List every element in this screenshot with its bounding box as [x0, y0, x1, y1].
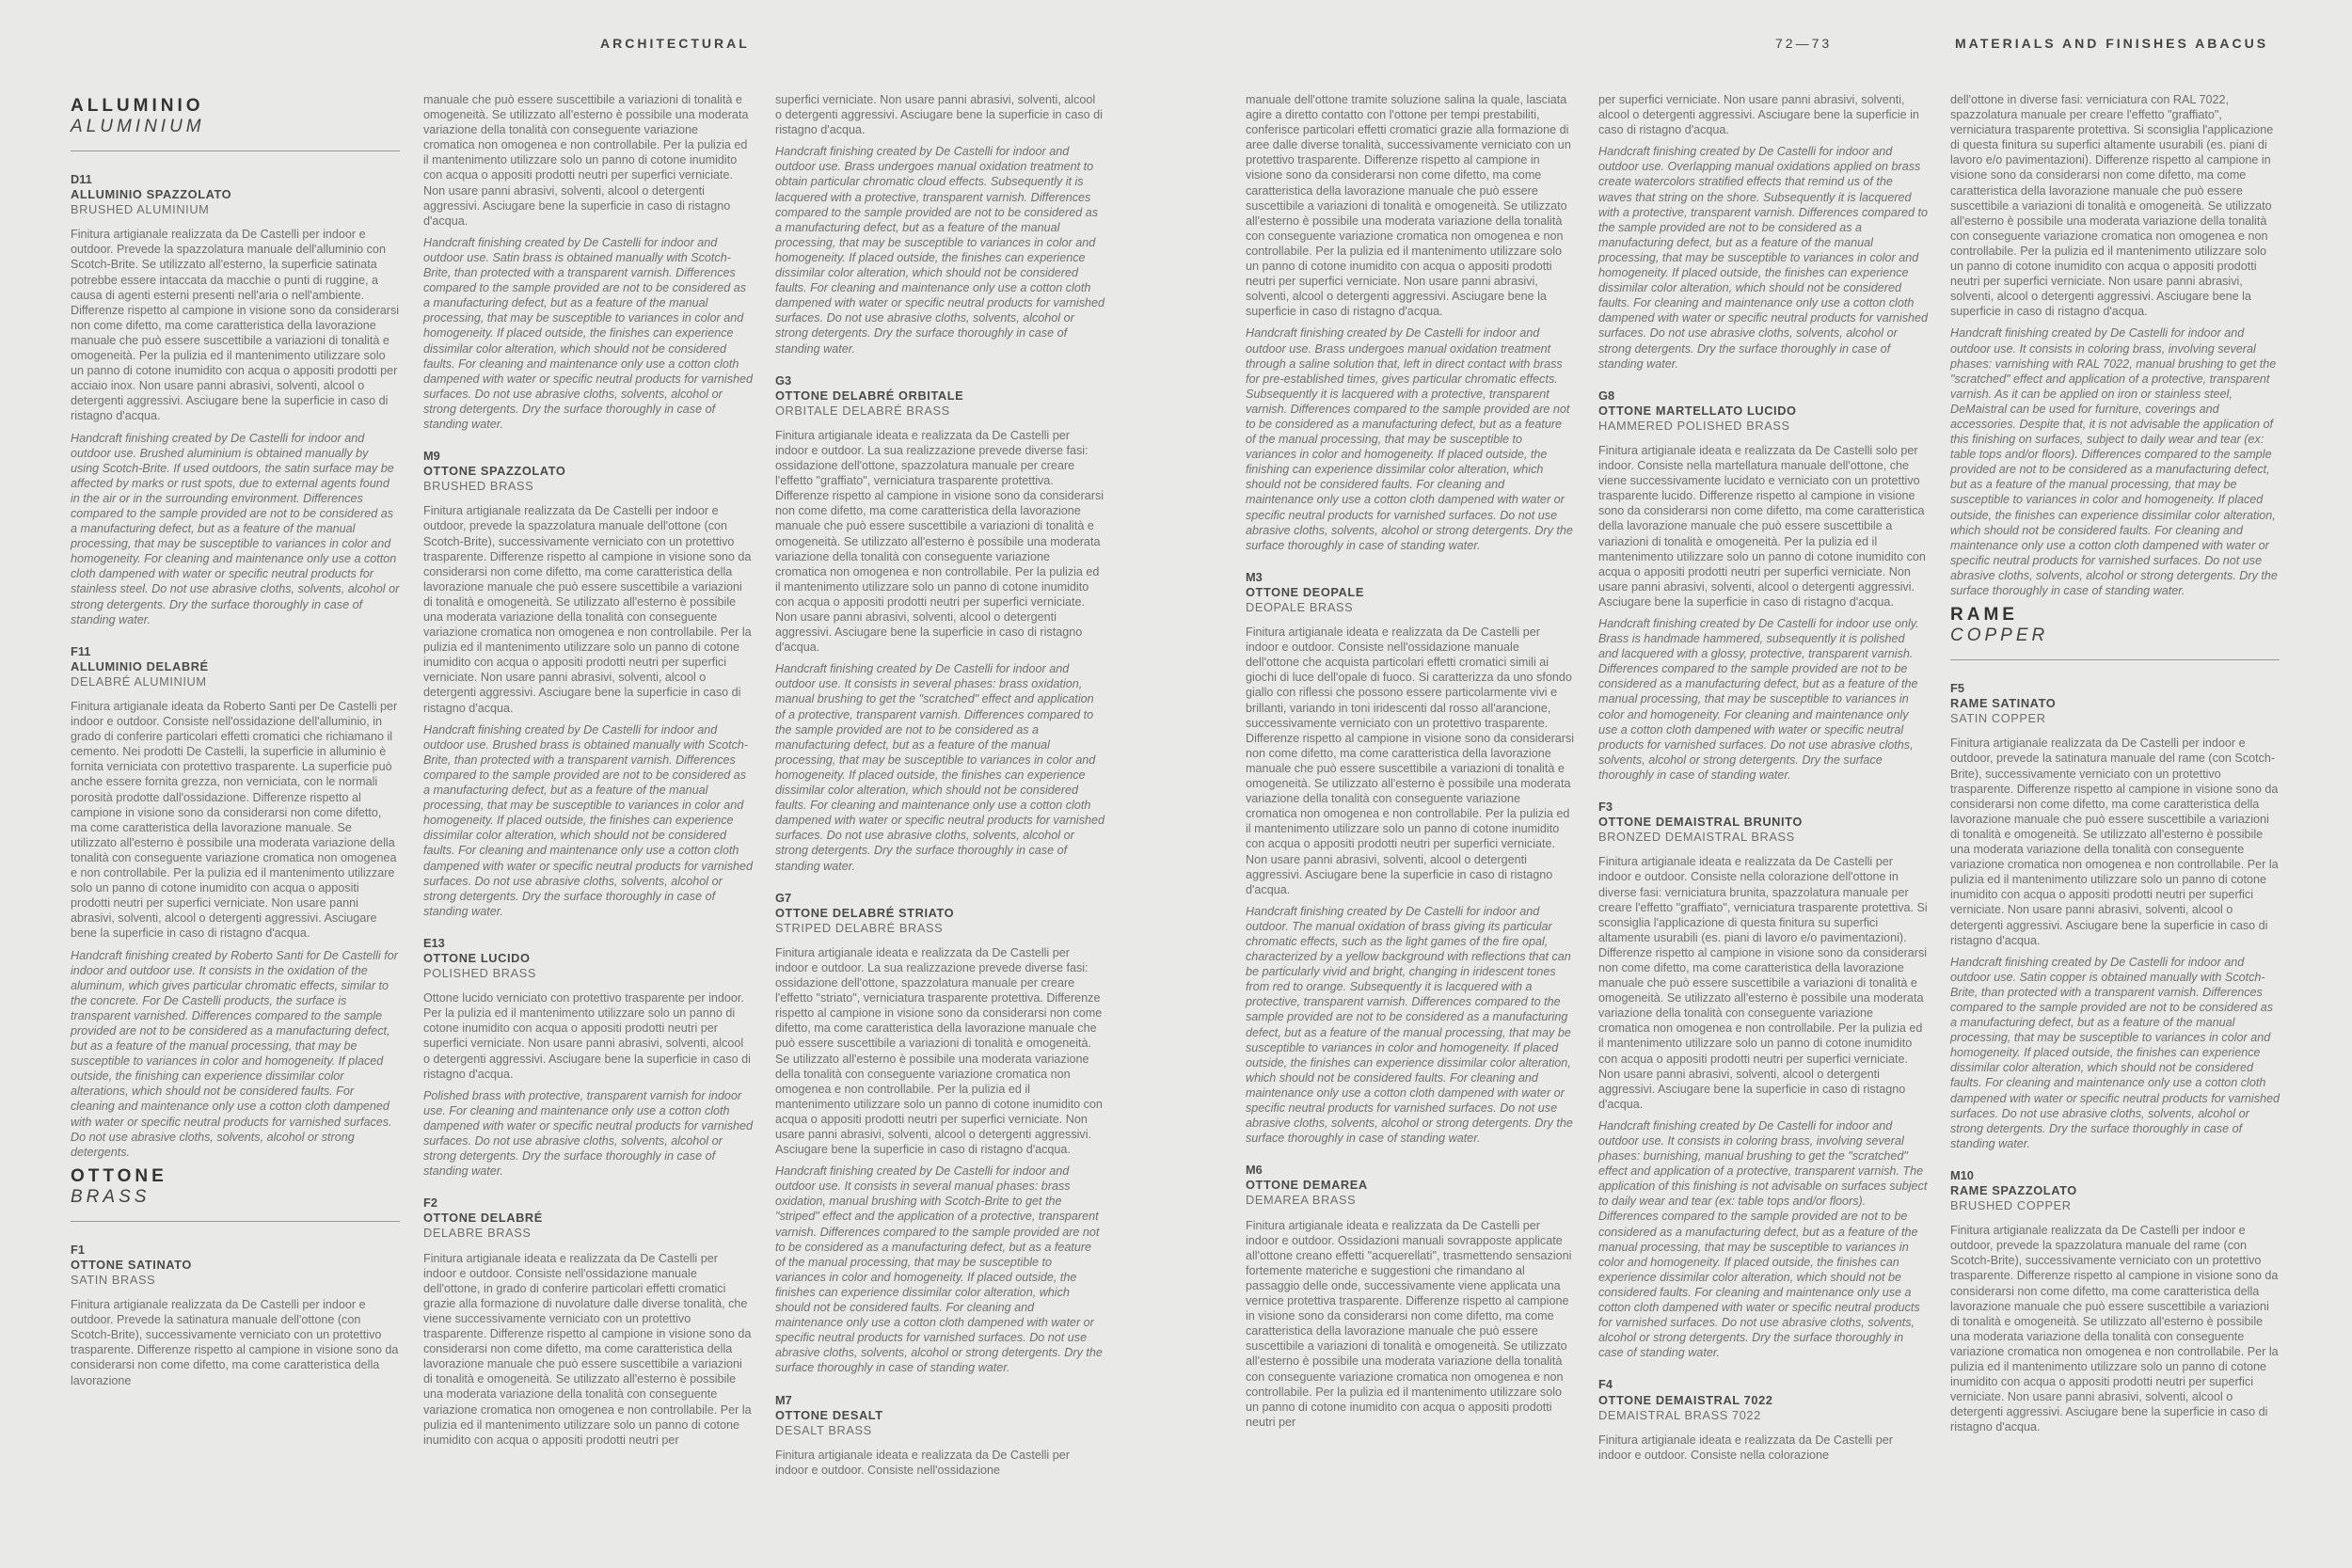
finish-name-en: SATIN COPPER	[1950, 711, 2046, 726]
finish-code: D11	[71, 172, 92, 186]
finish-entry	[423, 92, 753, 432]
finish-code: F4	[1598, 1377, 1613, 1392]
finish-entry	[1246, 92, 1575, 553]
finish-name-en: BRUSHED ALUMINIUM	[71, 202, 210, 217]
finish-entry	[71, 1243, 400, 1388]
finish-name-en: POLISHED BRASS	[423, 966, 537, 981]
section-title-en: COPPER	[1950, 626, 2049, 646]
finish-code: F3	[1598, 800, 1613, 815]
section-title-en: ALUMINIUM	[71, 117, 205, 136]
description-it: Ottone lucido verniciato con protettivo trasparente per indoor. Per la pulizia ed il mantenimento utilizzare solo un panno di cotone inumidito con acqua o appositi prodotti neutri per superfici verniciate. Non usare panni abrasivi, solventi, alcool o detergenti aggressivi. Asciugare bene la superficie in caso di ristagno d'acqua.	[423, 991, 751, 1081]
description-it: Finitura artigianale realizzata da De Castelli per indoor e outdoor, prevede la spazzolatura manuale dell'ottone (con Scotch-Brite), successivamente verniciato con un protettivo trasparente. Differenze rispetto al campione in visione sono da considerarsi non come difetto, ma come caratteristica della lavorazione manuale che può essere suscettibile a variazioni di tonalità e omogeneità. Se utilizzato all'esterno è possibile una moderata variazione della tonalità con conseguente variazione cromatica non omogenea e non controllabile. Per la pulizia ed il mantenimento utilizzare solo un panno di cotone inumidito con acqua o appositi prodotti neutri per superfici verniciate. Non usare panni abrasivi, solventi, alcool o detergenti aggressivi. Asciugare bene la superficie in caso di ristagno d'acqua.	[423, 504, 752, 715]
finish-entry	[71, 172, 400, 627]
finish-name-en: ORBITALE DELABRÉ BRASS	[775, 403, 950, 418]
finish-code: G7	[775, 890, 792, 905]
section-title-it: OTTONE	[71, 1165, 167, 1186]
description-en: Polished brass with protective, transparent varnish for indoor use. For cleaning and maintenance only use a cotton cloth dampened with water or specific neutral products for varnished surfaces. Do not use abrasive cloths, solvents, alcohol or strong detergents. Dry the surface thoroughly in case of standing water.	[423, 1088, 754, 1179]
description-it: Finitura artigianale realizzata da De Castelli per indoor e outdoor, prevede la spazzolatura manuale del rame (con Scotch-Brite), successivamente verniciato con un protettivo trasparente. Differenze rispetto al campione in visione sono da considerarsi non come difetto, ma come caratteristica della lavorazione manuale che può essere suscettibile a variazioni di tonalità e omogeneità. Se utilizzato all'esterno è possibile una moderata variazione della tonalità con conseguente variazione cromatica non omogenea e non controllabile. Per la pulizia ed il mantenimento utilizzare solo un panno di cotone inumidito con acqua o appositi prodotti neutri per superfici verniciate. Non usare panni abrasivi, solventi, alcool o detergenti aggressivi. Asciugare bene la superficie in caso di ristagno d'acqua.	[1950, 1224, 2279, 1434]
finish-name-en: DEOPALE BRASS	[1246, 600, 1354, 614]
finish-entry	[1598, 800, 1928, 1360]
description-en: Handcraft finishing created by De Castelli for indoor and outdoor use. Brass undergoes manual oxidation treatment through a saline solution that, left in direct contact with brass for pre-established times, gives particular chromatic effects. Subsequently it is lacquered with a protective, transparent varnish. Differences compared to the sample provided are not to be considered as a manufacturing defect, but as a feature of the manual processing, that may be susceptible to variances in color and homogeneity. If placed outside, the finishing can experience dissimilar color alteration, which should not be considered faults. For cleaning and maintenance only use a cotton cloth dampened with water or specific neutral products for varnished surfaces. Do not use abrasive cloths, solvents, alcohol or strong detergents. Dry the surface thoroughly in case of standing water.	[1246, 326, 1573, 552]
description-en: Handcraft finishing created by Roberto Santi for De Castelli for indoor and outdoor use. It consists in the oxidation of the aluminum, which gives particular chromatic effects, similar to the concrete. For De Castelli products, the surface is transparent varnished. Differences compared to the sample provided are not to be considered as a manufacturing defect, but as a feature of the manual processing, that may be susceptible to variances in color and homogeneity. If placed outside, the finishing can experience dissimilar color alterations, which should not be considered faults. For cleaning and maintenance only use a cotton cloth dampened with water or specific neutral products for varnished surfaces. Do not use abrasive cloths, solvents, alcohol or strong detergents.	[71, 948, 398, 1159]
description-it: dell'ottone in diverse fasi: verniciatura con RAL 7022, spazzolatura manuale per creare l'effetto "graffiato", verniciatura trasparente protettiva. Si sconsiglia l'applicazione di questa finitura su superfici altamente usurabili (es. piani di lavoro e/o pavimentazioni). Differenze rispetto al campione in visione sono da considerarsi non come difetto, ma come caratteristica della lavorazione manuale che può essere suscettibile a variazioni di tonalità e omogeneità. Se utilizzato all'esterno è possibile una moderata variazione della tonalità con conseguente variazione cromatica non omogenea e non controllabile. Per la pulizia ed il mantenimento utilizzare solo un panno di cotone inumidito con acqua o appositi prodotti neutri per superfici verniciate. Non usare panni abrasivi, solventi, alcool o detergenti aggressivi. Asciugare bene la superficie in caso di ristagno d'acqua.	[1950, 93, 2274, 319]
description-it: Finitura artigianale ideata e realizzata da De Castelli per indoor e outdoor. La sua realizzazione prevede diverse fasi: ossidazione dell'ottone, spazzolatura manuale per creare l'effetto "graffiato", verniciatura trasparente protettiva. Differenze rispetto al campione in visione sono da considerarsi non come difetto, ma come caratteristica della lavorazione manuale che può essere suscettibile a variazioni di tonalità e omogeneità. Se utilizzato all'esterno è possibile una moderata variazione della tonalità con conseguente variazione cromatica non omogenea e non controllabile. Per la pulizia ed il mantenimento utilizzare solo un panno di cotone inumidito con acqua o appositi prodotti neutri per superfici verniciate. Non usare panni abrasivi, solventi, alcool o detergenti aggressivi. Asciugare bene la superficie in caso di ristagno d'acqua.	[775, 428, 1104, 655]
finish-code: M6	[1246, 1163, 1263, 1178]
column-3	[775, 92, 1104, 1484]
finish-entry	[775, 92, 1104, 356]
column-4	[1246, 92, 1575, 1436]
description-it: per superfici verniciate. Non usare panni abrasivi, solventi, alcool o detergenti aggressivi. Asciugare bene la superficie in caso di ristagno d'acqua.	[1598, 93, 1919, 137]
description-it: Finitura artigianale ideata e realizzata da De Castelli per indoor e outdoor. Consiste nella colorazione dell'ottone in diverse fasi: verniciatura brunita, spazzolatura manuale per creare l'effetto "graffiato", verniciatura trasparente protettiva. Si sconsiglia l'applicazione di questa finitura su superfici altamente usurabili (es. piani di lavoro e/o pavimentazioni). Differenze rispetto al campione in visione sono da considerarsi non come difetto, ma come caratteristica della lavorazione manuale che può essere suscettibile a variazioni di tonalità e omogeneità. Se utilizzato all'esterno è possibile una moderata variazione della tonalità con conseguente variazione cromatica non omogenea e non controllabile. Per la pulizia ed il mantenimento utilizzare solo un panno di cotone inumidito con acqua o appositi prodotti neutri per superfici verniciate. Non usare panni abrasivi, solventi, alcool o detergenti aggressivi. Asciugare bene la superficie in caso di ristagno d'acqua.	[1598, 855, 1928, 1111]
description-it: Finitura artigianale ideata da Roberto Santi per De Castelli per indoor e outdoor. Consiste nell'ossidazione dell'alluminio, in grado di conferire particolari effetti cromatici che richiamano il cemento. Nei prodotti De Castelli, la superficie in alluminio è fornita verniciata con protettivo trasparente. La superficie può anche essere fornita grezza, non verniciata, con le normali porosità prodotte dall'ossidazione. Differenze rispetto al campione in visione sono da considerarsi non come difetto, ma come caratteristica della lavorazione manuale. Se utilizzato all'esterno è possibile una moderata variazione della tonalità con conseguente variazione cromatica non omogenea e non controllabile. Per la pulizia ed il mantenimento utilizzare solo un panno di cotone inumidito con acqua o appositi prodotti neutri per superfici verniciate. Non usare panni abrasivi, solventi, alcool o detergenti aggressivi. Asciugare bene la superficie in caso di ristagno d'acqua.	[71, 700, 398, 941]
finish-name: OTTONE DEOPALE	[1246, 584, 1364, 599]
finish-name-en: SATIN BRASS	[71, 1273, 156, 1287]
finish-name-en: DEMAISTRAL BRASS 7022	[1598, 1407, 1761, 1422]
description-en: Handcraft finishing created by De Castelli for indoor use only. Brass is handmade hammered, subsequently it is polished and lacquered with a glossy, protective, transparent varnish. Differences compared to the sample provided are not to be considered as a manufacturing defect, but as a feature of the manual processing, that may be susceptible to variances in color and homogeneity. For cleaning and maintenance only use a cotton cloth dampened with water or specific neutral products for varnished surfaces. Do not use abrasive cloths, solvents, alcohol or strong detergents. Dry the surface thoroughly in case of standing water.	[1598, 617, 1919, 782]
finish-entry	[423, 449, 753, 919]
description-en: Handcraft finishing created by De Castelli for indoor and outdoor use. Brass undergoes manual oxidation treatment to obtain particular chromatic cloud effects. Subsequently it is lacquered with a protective, transparent varnish. Differences compared to the sample provided are not to be considered as a manufacturing defect, but as a feature of the manual processing, that may be susceptible to variances in color and homogeneity. If placed outside, the finishes can experience dissimilar color alteration, which should not be considered faults. For cleaning and maintenance only use a cotton cloth dampened with water or specific neutral products for varnished surfaces. Do not use abrasive cloths, solvents, alcohol or strong detergents. Dry the surface thoroughly in case of standing water.	[775, 145, 1105, 356]
finish-name: OTTONE DEMAREA	[1246, 1178, 1368, 1193]
finish-name: ALLUMINIO DELABRÉ	[71, 658, 209, 673]
finish-name-en: DELABRÉ ALUMINIUM	[71, 673, 207, 689]
finish-name: OTTONE DELABRÉ ORBITALE	[775, 388, 964, 403]
finish-name: OTTONE MARTELLATO LUCIDO	[1598, 403, 1797, 418]
section-header	[71, 1166, 400, 1222]
finish-entry	[1598, 1377, 1928, 1462]
finish-name: OTTONE DEMAISTRAL BRUNITO	[1598, 815, 1803, 830]
finish-entry	[775, 891, 1104, 1376]
section-divider	[71, 1221, 400, 1222]
finish-entry	[1950, 681, 2280, 1151]
section-divider	[71, 150, 400, 151]
finish-name: OTTONE SATINATO	[71, 1257, 192, 1272]
section-header	[1950, 605, 2280, 660]
finish-code: F2	[423, 1196, 437, 1211]
finish-code: E13	[423, 935, 445, 950]
description-it: Finitura artigianale ideata e realizzata da De Castelli per indoor e outdoor. La sua realizzazione prevede diverse fasi: ossidazione dell'ottone, spazzolatura manuale per creare l'effetto "striato", verniciatura trasparente protettiva. Differenze rispetto al campione in visione sono da considerarsi non come difetto, ma come caratteristica della lavorazione manuale che può essere suscettibile a variazioni di tonalità e omogeneità. Se utilizzato all'esterno è possibile una moderata variazione della tonalità con conseguente variazione cromatica non omogenea e non controllabile. Per la pulizia ed il mantenimento utilizzare solo un panno di cotone inumidito con acqua o appositi prodotti neutri per superfici verniciate. Non usare panni abrasivi, solventi, alcool o detergenti aggressivi. Asciugare bene la superficie in caso di ristagno d'acqua.	[775, 945, 1103, 1157]
description-it: Finitura artigianale ideata e realizzata da De Castelli per indoor e outdoor. Consiste nell'ossidazione	[775, 1448, 1070, 1477]
finish-name: ALLUMINIO SPAZZOLATO	[71, 187, 232, 202]
section-divider	[1950, 659, 2280, 660]
finish-name: OTTONE LUCIDO	[423, 950, 531, 965]
finish-name: OTTONE DELABRÉ STRIATO	[775, 905, 955, 920]
header-title-left: ARCHITECTURAL	[600, 36, 750, 51]
finish-entry	[423, 936, 753, 1179]
finish-name: OTTONE DEMAISTRAL 7022	[1598, 1392, 1773, 1407]
description-it: Finitura artigianale realizzata da De Castelli per indoor e outdoor, prevede la satinatura manuale del rame (con Scotch-Brite), successivamente verniciato con un protettivo trasparente. Differenze rispetto al campione in visione sono da considerarsi non come difetto, ma come caratteristica della lavorazione manuale che può essere suscettibile a variazioni di tonalità e omogeneità. Se utilizzato all'esterno è possibile una moderata variazione della tonalità con conseguente variazione cromatica non omogenea e non controllabile. Per la pulizia ed il mantenimento utilizzare solo un panno di cotone inumidito con acqua o appositi prodotti neutri per superfici verniciate. Non usare panni abrasivi, solventi, alcool o detergenti aggressivi. Asciugare bene la superficie in caso di ristagno d'acqua.	[1950, 736, 2279, 947]
finish-name: RAME SATINATO	[1950, 696, 2057, 711]
finish-code: F5	[1950, 681, 1964, 696]
description-it: Finitura artigianale ideata e realizzata da De Castelli per indoor e outdoor. Ossidazioni manuali sovrapposte applicate all'ottone creano effetti "acquerellati", trasmettendo sensazioni fortemente materiche e suggestioni che rimandano al passaggio delle onde, successivamente viene applicata una vernice protettiva trasparente. Differenze rispetto al campione in visione sono da considerarsi non come difetto, ma come caratteristica della lavorazione manuale che può essere suscettibile a variazioni di tonalità e omogeneità. Se utilizzato all'esterno è possibile una moderata variazione della tonalità con conseguente variazione cromatica non omogenea e non controllabile. Per la pulizia ed il mantenimento utilizzare solo un panno di cotone inumidito con acqua o appositi prodotti neutri per	[1246, 1218, 1572, 1429]
finish-code: M7	[775, 1392, 792, 1407]
finish-name-en: HAMMERED POLISHED BRASS	[1598, 418, 1790, 433]
finish-entry	[775, 373, 1104, 874]
section-header	[71, 96, 400, 151]
description-en: Handcraft finishing created by De Castelli for indoor and outdoor use. Brushed brass is obtained manually with Scotch-Brite, than protected with a transparent varnish. Differences compared to the sample provided are not to be considered as a manufacturing defect, but as a feature of the manual processing, that may be susceptible to variances in color and homogeneity. If placed outside, the finishes can experience dissimilar color alteration, which should not be considered faults. For cleaning and maintenance only use a cotton cloth dampened with water or specific neutral products for varnished surfaces. Do not use abrasive cloths, solvents, alcohol or strong detergents. Dry the surface thoroughly in case of standing water.	[423, 722, 754, 918]
finish-entry	[71, 644, 400, 1160]
description-it: Finitura artigianale realizzata da De Castelli per indoor e outdoor. Prevede la satinatura manuale dell'ottone (con Scotch-Brite), successivamente verniciato con un protettivo trasparente. Differenze rispetto al campione in visione sono da considerarsi non come difetto, ma come caratteristica della lavorazione	[71, 1298, 399, 1387]
description-en: Handcraft finishing created by De Castelli for indoor and outdoor. The manual oxidation of brass giving its particular chromatic effects, such as the light games of the fire opal, characterized by a yellow background with reflections that can be particularly vivid and bright, changing in iridescent tones from red to orange. Subsequently it is lacquered with a protective, transparent varnish. Differences compared to the sample provided are not to be considered as a manufacturing defect, but as a feature of the manual processing, that may be susceptible to variances in color and homogeneity. If placed outside, the finishes can experience dissimilar color alteration, which should not be considered faults. For cleaning and maintenance only use a cotton cloth dampened with water or specific neutral products for varnished surfaces. Do not use abrasive cloths, solvents, alcohol or strong detergents. Dry the surface thoroughly in case of standing water.	[1246, 904, 1573, 1146]
description-en: Handcraft finishing created by De Castelli for indoor and outdoor use. It consists in coloring brass, involving several phases: varnishing with RAL 7022, manual brushing to get the "scratched" effect and application of a protective, transparent varnish. As it can be applied on iron or stainless steel, DeMaistral can be used for furniture, coverings and accessories. Despite that, it is not advisable the application of this finishing on surfaces, subject to daily wear and tear (ex: table tops and/or floors). Differences compared to the sample provided are not to be considered as a manufacturing defect, but as a feature of the manual processing, that may be susceptible to variances in color and homogeneity. If placed outside, the finishes can experience dissimilar color alteration, which should not be considered faults. For cleaning and maintenance only use a cotton cloth dampened with water or specific neutral products for varnished surfaces. Do not use abrasive cloths, solvents, alcohol or strong detergents. Dry the surface thoroughly in case of standing water.	[1950, 326, 2278, 597]
description-en: Handcraft finishing created by De Castelli for indoor and outdoor use. It consists in coloring brass, involving several phases: burnishing, manual brushing to get the "scratched" effect and application of a protective, transparent varnish. The application of this finishing is not advisable on surfaces subject to daily wear and tear (ex: table tops and/or floors). Differences compared to the sample provided are not to be considered as a manufacturing defect, but as a feature of the manual processing, that may be susceptible to variances in color and homogeneity. If placed outside, the finishes can experience dissimilar color alteration, which should not be considered faults. For cleaning and maintenance only use a cotton cloth dampened with water or specific neutral products for varnished surfaces. Do not use abrasive cloths, solvents, alcohol or strong detergents. Dry the surface thoroughly in case of standing water.	[1598, 1118, 1928, 1360]
finish-code: G3	[775, 372, 792, 388]
description-it: Finitura artigianale ideata e realizzata da De Castelli solo per indoor. Consiste nella martellatura manuale dell'ottone, che viene successivamente lucidato e verniciato con un protettivo trasparente lucido. Differenze rispetto al campione in visione sono da considerarsi non come difetto, ma come caratteristica della lavorazione manuale che può essere suscettibile a variazioni di tonalità e omogeneità. Per la pulizia ed il mantenimento utilizzare solo un panno di cotone inumidito con acqua o appositi prodotti neutri per superfici verniciate. Non usare panni abrasivi, solventi, alcool o detergenti aggressivi. Asciugare bene la superficie in caso di ristagno d'acqua.	[1598, 443, 1926, 609]
description-it: Finitura artigianale ideata e realizzata da De Castelli per indoor e outdoor. Consiste nella colorazione	[1598, 1433, 1893, 1462]
column-6	[1950, 92, 2280, 1442]
page-numbers: 72—73	[1775, 36, 1833, 51]
description-en: Handcraft finishing created by De Castelli for indoor and outdoor use. Overlapping manual oxidations applied on brass create watercolors stratified effects that remind us of the waves that string on the shore. Subsequently it is lacquered with a protective, transparent varnish. Differences compared to the sample provided are not to be considered as a manufacturing defect, but as a feature of the manual processing, that may be susceptible to variances in color and homogeneity. If placed outside, the finishes can experience dissimilar color alteration, which should not be considered faults. For cleaning and maintenance only use a cotton cloth dampened with water or specific neutral products for varnished surfaces. Do not use abrasive cloths, solvents, alcohol or strong detergents. Dry the surface thoroughly in case of standing water.	[1598, 145, 1929, 371]
finish-name-en: BRONZED DEMAISTRAL BRASS	[1598, 830, 1795, 845]
finish-name-en: BRUSHED COPPER	[1950, 1198, 2072, 1213]
column-5	[1598, 92, 1928, 1469]
finish-name: RAME SPAZZOLATO	[1950, 1183, 2077, 1197]
description-it: manuale dell'ottone tramite soluzione salina la quale, lasciata agire a diretto contatto con l'ottone per tempi prestabiliti, conferisce particolari effetti cromatici grazie alla formazione di aree dalle diverse tonalità, successivamente verniciato con un protettivo trasparente. Differenze rispetto al campione in visione sono da considerarsi non come difetto, ma come caratteristica della lavorazione manuale che può essere suscettibile a variazioni di tonalità e omogeneità. Se utilizzato all'esterno è possibile una moderata variazione della tonalità con conseguente variazione cromatica non omogenea e non controllabile. Per la pulizia ed il mantenimento utilizzare solo un panno di cotone inumidito con acqua o appositi prodotti neutri per superfici verniciate. Non usare panni abrasivi, solventi, alcool o detergenti aggressivi. Asciugare bene la superficie in caso di ristagno d'acqua.	[1246, 93, 1571, 319]
finish-entry	[423, 1196, 753, 1448]
section-title-it: RAME	[1950, 605, 2018, 626]
finish-entry	[1246, 570, 1575, 1146]
column-2	[423, 92, 753, 1454]
finish-code: M10	[1950, 1167, 1974, 1182]
finish-name-en: BRUSHED BRASS	[423, 479, 534, 494]
header-title-right: MATERIALS AND FINISHES ABACUS	[1955, 36, 2269, 51]
description-it: manuale che può essere suscettibile a variazioni di tonalità e omogeneità. Se utilizzato all'esterno è possibile una moderata variazione della tonalità con conseguente variazione cromatica non omogenea e non controllabile. Per la pulizia ed il mantenimento utilizzare solo un panno di cotone inumidito con acqua o appositi prodotti neutri per superfici verniciate. Non usare panni abrasivi, solventi, alcool o detergenti aggressivi. Asciugare bene la superficie in caso di ristagno d'acqua.	[423, 93, 749, 228]
finish-code: F1	[71, 1242, 85, 1257]
description-en: Handcraft finishing created by De Castelli for indoor and outdoor use. Satin brass is obtained manually with Scotch-Brite, than protected with a transparent varnish. Differences compared to the sample provided are not to be considered as a manufacturing defect, but as a feature of the manual processing, that may be susceptible to variances in color and homogeneity. If placed outside, the finishes can experience dissimilar color alteration, which should not be considered faults. For cleaning and maintenance only use a cotton cloth dampened with water or specific neutral products for varnished surfaces. Do not use abrasive cloths, solvents, alcohol or strong detergents. Dry the surface thoroughly in case of standing water.	[423, 235, 754, 431]
section-title-it: ALLUMINIO	[71, 96, 204, 116]
finish-code: F11	[71, 643, 91, 658]
finish-entry	[1598, 388, 1928, 783]
description-en: Handcraft finishing created by De Castelli for indoor and outdoor use. It consists in several manual phases: brass oxidation, manual brushing with Scotch-Brite to get the "striped" effect and the application of a protective, transparent varnish. Differences compared to the sample provided are not to be considered as a manufacturing defect, but as a feature of the manual processing, that may be susceptible to variances in color and homogeneity. If placed outside, the finishes can experience dissimilar color alteration, which should not be considered faults. For cleaning and maintenance only use a cotton cloth dampened with water or specific neutral products for varnished surfaces. Do not use abrasive cloths, solvents, alcohol or strong detergents. Dry the surface thoroughly in case of standing water.	[775, 1164, 1103, 1375]
column-1	[71, 92, 400, 1395]
finish-name-en: DESALT BRASS	[775, 1422, 872, 1437]
finish-name-en: DEMAREA BRASS	[1246, 1193, 1357, 1208]
description-it: Finitura artigianale realizzata da De Castelli per indoor e outdoor. Prevede la spazzolatura manuale dell'alluminio con Scotch-Brite. Se utilizzato all'esterno, la superficie satinata potrebbe essere intaccata da macchie o punti di ruggine, a causa di agenti esterni presenti nell'aria o nell'ambiente. Differenze rispetto al campione in visione sono da considerarsi non come difetto, ma come caratteristica della lavorazione manuale che può essere suscettibile a variazioni di tonalità e omogeneità. Per la pulizia ed il mantenimento utilizzare solo un panno di cotone inumidito con acqua o appositi prodotti per acciaio inox. Non usare panni abrasivi, solventi, alcool o detergenti aggressivi. Asciugare bene la superficie in caso di ristagno d'acqua.	[71, 228, 400, 423]
description-it: Finitura artigianale ideata e realizzata da De Castelli per indoor e outdoor. Consiste nell'ossidazione manuale dell'ottone che acquista particolari effetti cromatici simili ai giochi di luce dell'opale di fuoco. Si caratterizza da uno sfondo giallo con riflessi che possono essere particolarmente vivi e brillanti, variando in toni iridescenti dal rosso all'arancione, successivamente verniciato con un protettivo trasparente. Differenze rispetto al campione in visione sono da considerarsi non come difetto, ma come caratteristica della lavorazione manuale che può essere suscettibile a variazioni di tonalità e omogeneità. Se utilizzato all'esterno è possibile una moderata variazione della tonalità con conseguente variazione cromatica non omogenea e non controllabile. Per la pulizia ed il mantenimento utilizzare solo un panno di cotone inumidito con acqua o appositi prodotti neutri per superfici verniciate. Non usare panni abrasivi, solventi, alcool o detergenti aggressivi. Asciugare bene la superficie in caso di ristagno d'acqua.	[1246, 626, 1575, 896]
finish-name-en: DELABRE BRASS	[423, 1226, 532, 1241]
finish-entry	[1598, 92, 1928, 372]
finish-name: OTTONE SPAZZOLATO	[423, 464, 566, 479]
finish-name: OTTONE DESALT	[775, 1407, 883, 1422]
finish-code: G8	[1598, 388, 1615, 403]
description-en: Handcraft finishing created by De Castelli for indoor and outdoor use. Satin copper is obtained manually with Scotch-Brite, than protected with a transparent varnish. Differences compared to the sample provided are not to be considered as a manufacturing defect, but as a feature of the manual processing, that may be susceptible to variances in color and homogeneity. If placed outside, the finishes can experience dissimilar color alteration, which should not be considered faults. For cleaning and maintenance only use a cotton cloth dampened with water or specific neutral products for varnished surfaces. Do not use abrasive cloths, solvents, alcohol or strong detergents. Dry the surface thoroughly in case of standing water.	[1950, 955, 2280, 1150]
description-en: Handcraft finishing created by De Castelli for indoor and outdoor use. It consists in several phases: brass oxidation, manual brushing to get the "scratched" effect and application of a protective, transparent varnish. Differences compared to the sample provided are not to be considered as a manufacturing defect, but as a feature of the manual processing, that may be susceptible to variances in color and homogeneity. If placed outside, the finishes can experience dissimilar color alteration, which should not be considered faults. For cleaning and maintenance only use a cotton cloth dampened with water or specific neutral products for varnished surfaces. Do not use abrasive cloths, solvents, alcohol or strong detergents. Dry the surface thoroughly in case of standing water.	[775, 662, 1105, 873]
finish-entry	[1246, 1163, 1575, 1430]
section-title-en: BRASS	[71, 1186, 151, 1207]
finish-name-en: STRIPED DELABRÉ BRASS	[775, 920, 944, 935]
finish-name: OTTONE DELABRÉ	[423, 1211, 543, 1226]
description-it: superfici verniciate. Non usare panni abrasivi, solventi, alcool o detergenti aggressivi. Asciugare bene la superficie in caso di ristagno d'acqua.	[775, 93, 1103, 137]
finish-code: M3	[1246, 569, 1263, 584]
description-it: Finitura artigianale ideata e realizzata da De Castelli per indoor e outdoor. Consiste nell'ossidazione manuale dell'ottone, in grado di conferire particolari effetti cromatici grazie alla formazione di nuvolature dalle diverse tonalità, che viene successivamente verniciato con un protettivo trasparente. Differenze rispetto al campione in visione sono da considerarsi non come difetto, ma come caratteristica della lavorazione manuale che può essere suscettibile a variazioni di tonalità e omogeneità. Se utilizzato all'esterno è possibile una moderata variazione della tonalità con conseguente variazione cromatica non omogenea e non controllabile. Per la pulizia ed il mantenimento utilizzare solo un panno di cotone inumidito con acqua o appositi prodotti neutri per	[423, 1251, 752, 1447]
description-en: Handcraft finishing created by De Castelli for indoor and outdoor use. Brushed aluminium is obtained manually by using Scotch-Brite. If used outdoors, the satin surface may be affected by marks or rust spots, due to external agents found in the air or in the surrounding environment. Differences compared to the sample provided are not to be considered as a manufacturing defect, but as a feature of the manual processing, that may be susceptible to variances in color and homogeneity. For cleaning and maintenance only use a cotton cloth dampened with water or specific neutral products for stainless steel. Do not use abrasive cloths, solvents, alcohol or strong detergents. Dry the surface thoroughly in case of standing water.	[71, 431, 400, 626]
finish-entry	[1950, 92, 2280, 598]
finish-entry	[1950, 1168, 2280, 1435]
finish-code: M9	[423, 449, 440, 464]
finish-entry	[775, 1393, 1104, 1478]
